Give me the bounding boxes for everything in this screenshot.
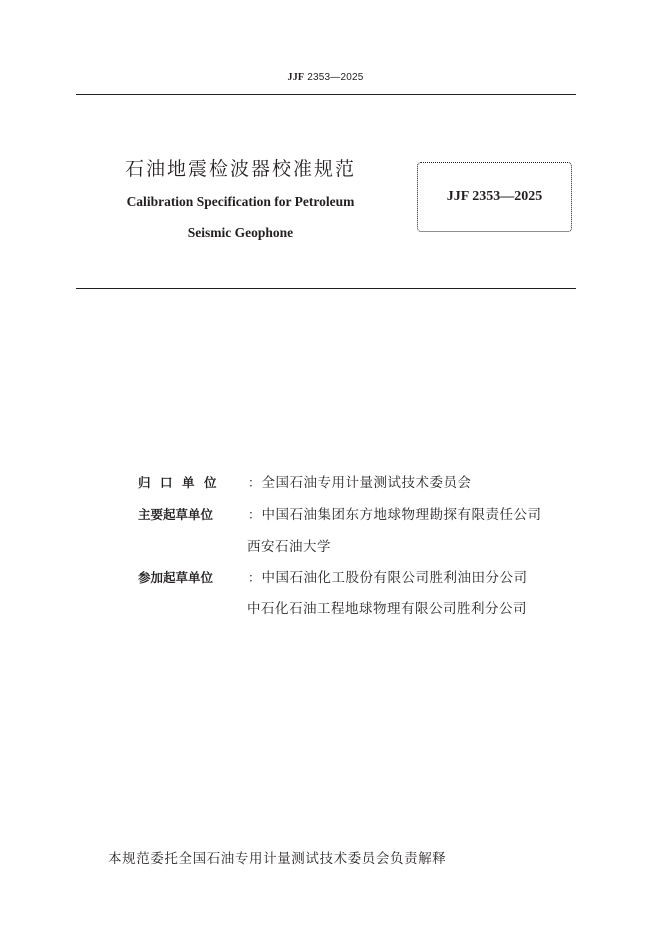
interpretation-note: 本规范委托全国石油专用计量测试技术委员会负责解释 [108,851,447,867]
main-drafter-2: 西安石油大学 [247,539,331,555]
title-english-line1: Calibration Specification for Petroleum [126,194,355,209]
bottom-rule [76,288,576,289]
colon: ： [248,475,261,490]
top-rule [76,94,576,95]
colon: ： [248,507,261,522]
participating-label: 参加起草单位 [138,570,214,585]
title-english-line2: Seismic Geophone [187,225,294,240]
spec-code-box: JJF 2353—2025 [417,162,572,232]
main-drafter-1: 中国石油集团东方地球物理勘探有限责任公司 [261,507,542,523]
header-code-number: 2353—2025 [307,72,364,83]
main-drafter-row [138,503,542,523]
title-chinese: 石油地震检波器校准规范 [124,158,356,180]
responsible-unit-value: 全国石油专用计量测试技术委员会 [261,475,472,491]
header-code-prefix: JJF [287,72,305,83]
main-drafter-label: 主要起草单位 [138,507,214,522]
header-spec-code [0,72,651,83]
responsible-unit-row [138,471,472,491]
responsible-unit-label: 归口单位 [138,475,227,490]
participating-2: 中石化石油工程地球物理有限公司胜利分公司 [247,601,527,617]
participating-1: 中国石油化工股份有限公司胜利油田分公司 [261,570,528,586]
participating-row [138,566,528,586]
colon: ： [248,570,261,585]
